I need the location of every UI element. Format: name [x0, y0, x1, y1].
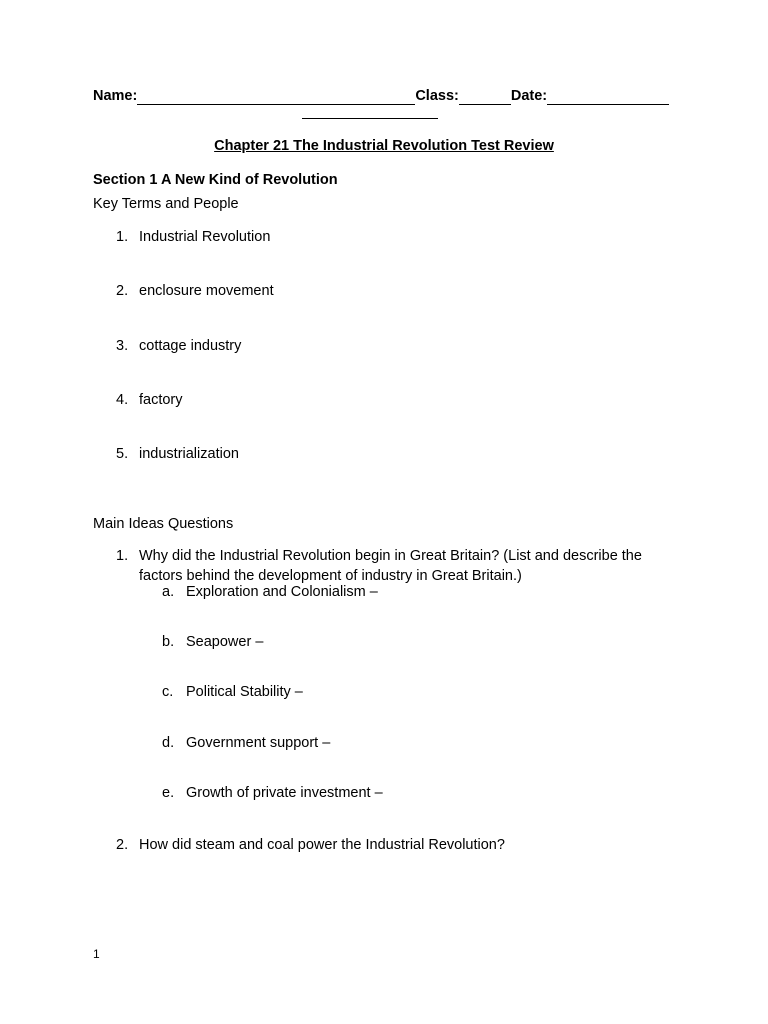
item-text: industrialization: [139, 446, 239, 462]
name-blank[interactable]: [137, 90, 415, 105]
sub-question-item: [162, 684, 303, 700]
document-title: Chapter 21 The Industrial Revolution Test Review: [214, 138, 554, 154]
key-term-item: [116, 283, 274, 299]
key-term-item: [116, 338, 241, 354]
header-fields: [93, 88, 669, 105]
sub-question-item: [162, 785, 383, 801]
question-number: 1.: [116, 548, 129, 564]
sub-text: Seapower –: [186, 634, 264, 650]
item-number: 4.: [116, 392, 129, 408]
sub-text: Political Stability –: [186, 684, 303, 700]
sub-text: Exploration and Colonialism –: [186, 584, 378, 600]
class-label: Class:: [415, 88, 459, 104]
key-term-item: [116, 446, 239, 462]
sub-text: Government support –: [186, 735, 331, 751]
sub-letter: d.: [162, 735, 175, 751]
item-number: 2.: [116, 283, 129, 299]
key-term-item: [116, 229, 270, 245]
sub-letter: b.: [162, 634, 175, 650]
page-number: 1: [93, 947, 100, 961]
question-number: 2.: [116, 837, 129, 853]
key-term-item: [116, 392, 183, 408]
item-number: 3.: [116, 338, 129, 354]
name-label: Name:: [93, 88, 138, 104]
date-blank[interactable]: [547, 90, 669, 105]
main-ideas-heading: Main Ideas Questions: [93, 516, 234, 532]
sub-letter: e.: [162, 785, 175, 801]
question-text: Why did the Industrial Revolution begin in Great Britain? (List and describe the factors behind the development of industry in Great Britain.): [139, 548, 642, 584]
item-text: cottage industry: [139, 338, 242, 354]
class-blank[interactable]: [459, 90, 511, 105]
question-item: [116, 837, 505, 853]
sub-question-item: [162, 584, 378, 600]
sub-letter: a.: [162, 584, 175, 600]
item-number: 1.: [116, 229, 129, 245]
name-blank-continuation[interactable]: [302, 104, 438, 119]
item-text: Industrial Revolution: [139, 229, 271, 245]
sub-question-item: [162, 634, 263, 650]
sub-letter: c.: [162, 684, 174, 700]
item-number: 5.: [116, 446, 129, 462]
sub-question-item: [162, 735, 330, 751]
question-text: How did steam and coal power the Industrial Revolution?: [139, 837, 505, 853]
section-heading: Section 1 A New Kind of Revolution: [93, 172, 338, 188]
item-text: factory: [139, 392, 183, 408]
key-terms-heading: Key Terms and People: [93, 196, 239, 212]
date-label: Date:: [510, 88, 548, 104]
item-text: enclosure movement: [139, 283, 274, 299]
sub-text: Growth of private investment –: [186, 785, 383, 801]
